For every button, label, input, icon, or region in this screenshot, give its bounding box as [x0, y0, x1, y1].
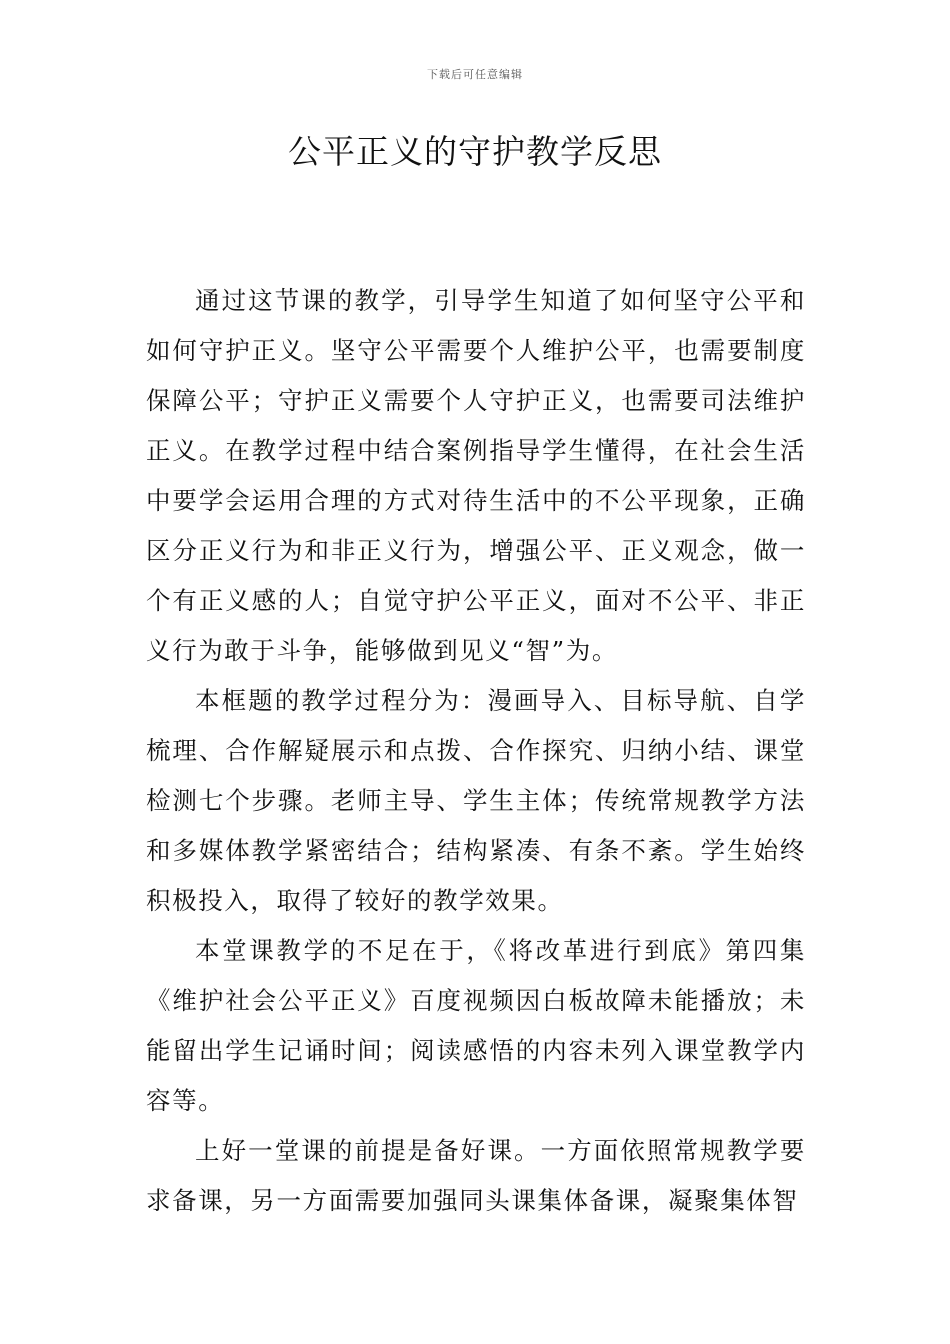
- paragraph-1: 通过这节课的教学，引导学生知道了如何坚守公平和如何守护正义。坚守公平需要个人维护公平，也需要制度保障公平；守护正义需要个人守护正义，也需要司法维护正义。在教学过程中结合案例指导学生懂得，在社会生活中要学会运用合理的方式对待生活中的不公平现象，正确区分正义行为和非正义行为，增强公平、正义观念，做一个有正义感的人；自觉守护公平正义，面对不公平、非正义行为敢于斗争，能够做到见义“智”为。: [146, 286, 806, 665]
- paragraph-3: 本堂课教学的不足在于，《将改革进行到底》第四集《维护社会公平正义》百度视频因白板故障未能播放；未能留出学生记诵时间；阅读感悟的内容未列入课堂教学内容等。: [146, 936, 806, 1115]
- header-note: 下载后可任意编辑: [427, 68, 523, 81]
- document-title: 公平正义的守护教学反思: [288, 132, 662, 171]
- paragraph-2: 本框题的教学过程分为：漫画导入、目标导航、自学梳理、合作解疑展示和点拨、合作探究、归纳小结、课堂检测七个步骤。老师主导、学生主体；传统常规教学方法和多媒体教学紧密结合；结构紧凑、有条不紊。学生始终积极投入，取得了较好的教学效果。: [146, 686, 806, 915]
- document-body: [146, 276, 806, 1226]
- paragraph-4: 上好一堂课的前提是备好课。一方面依照常规教学要求备课，另一方面需要加强同头课集体备课，凝聚集体智: [146, 1136, 806, 1215]
